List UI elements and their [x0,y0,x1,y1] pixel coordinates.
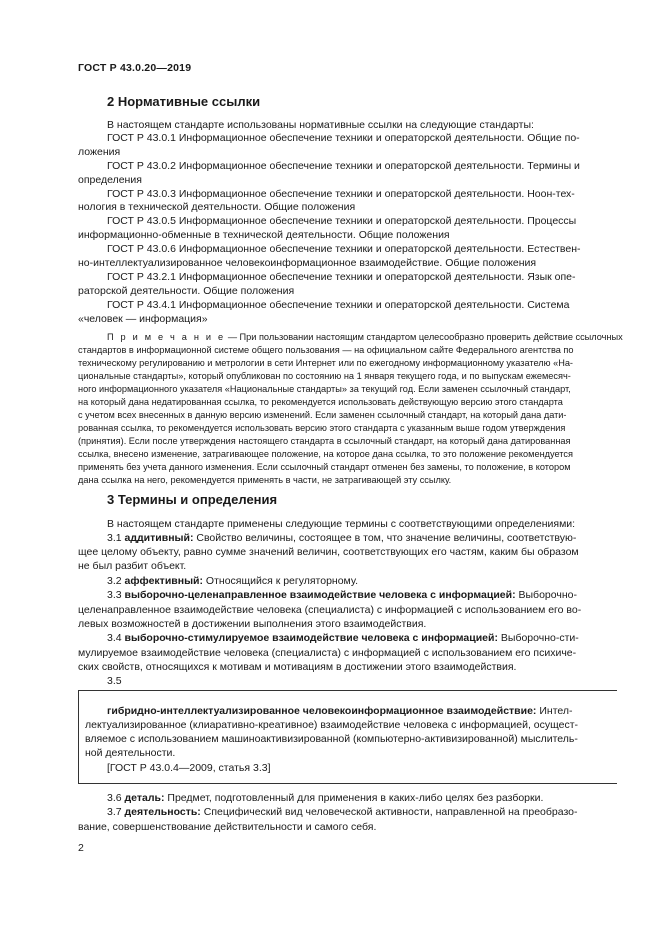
term-3-1-name: аддитивный: [124,532,194,544]
term-3-4-line-3: ских свойств, относящихся к мотивам и мотивациям в достижении этого взаимодействия. [78,661,517,673]
note-line-7: с учетом всех внесенных в данную версию изменений. Если заменен ссылочный стандарт, на который дана дати- [78,410,567,420]
term-3-6-line-1: 3.6 деталь: Предмет, подготовленный для применения в каких-либо целях без разборки. [107,792,544,804]
ref-5-line-1: ГОСТ Р 43.0.6 Информационное обеспечение техники и операторской деятельности. Естествен- [107,243,581,255]
term-3-5-line-4: ной деятельности. [85,747,176,759]
term-3-4-line-2: мулируемое взаимодействие человека (специалиста) с информацией с использованием его психиче- [78,647,577,659]
ref-1-line-1: ГОСТ Р 43.0.1 Информационное обеспечение техники и операторской деятельности. Общие по- [107,132,580,144]
section-2-title: 2 Нормативные ссылки [107,94,261,109]
term-3-5-line-3: вляемое с использованием машиноактивизированной (компьютерно-активизированной) мыслитель- [85,733,578,745]
term-3-7-line-1: 3.7 деятельность: Специфический вид человеческой активности, направленной на преобразо- [107,806,578,818]
term-3-1-line-3: не был разбит объект. [78,560,187,572]
note-line-8: рованная ссылка, то рекомендуется использовать версию этого стандарта с указанным выше годом утверждения [78,423,566,433]
term-3-1-line-1: 3.1 аддитивный: Свойство величины, состоящее в том, что значение величины, соответствую- [107,532,577,544]
term-3-3-line-2: целенаправленное взаимодействие человека (специалиста) с информацией с использованием его во- [78,604,582,616]
term-3-5-line-2: лектуализированное (клиаративно-креативное) взаимодействие человека с информацией, осущест- [85,719,579,731]
ref-7-line-2: «человек — информация» [78,313,208,325]
page-number: 2 [78,842,84,854]
note-line-10: ссылка, внесено изменение, затрагивающее положение, на которое дана ссылка, то это положение рекомендуется [78,449,573,459]
ref-3-line-2: нология в технической деятельности. Общие положения [78,201,356,213]
note-label: П р и м е ч а н и е [107,332,226,342]
term-3-7-name: деятельность: [124,806,201,818]
term-3-6-name: деталь: [124,792,165,804]
ref-7-line-1: ГОСТ Р 43.4.1 Информационное обеспечение техники и операторской деятельности. Система [107,299,570,311]
ref-6-line-1: ГОСТ Р 43.2.1 Информационное обеспечение техники и операторской деятельности. Язык опе- [107,271,576,283]
term-3-2-name: аффективный: [124,575,203,587]
note-line-6: на который дана недатированная ссылка, то рекомендуется использовать действующую версию этого стандарта [78,397,563,407]
term-3-2-line-1: 3.2 аффективный: Относящийся к регуляторному. [107,575,359,587]
section-2-intro: В настоящем стандарте использованы нормативные ссылки на следующие стандарты: [107,119,534,131]
note-line-3: техническому регулированию и метрологии в сети Интернет или по ежегодному информационному указателю «На- [78,358,573,368]
term-3-4-name: выборочно-стимулируемое взаимодействие человека с информацией: [124,632,498,644]
ref-5-line-2: но-интеллектуализированное человекоинформационное взаимодействие. Общие положения [78,257,537,269]
term-3-5-line-1: гибридно-интеллектуализированное человекоинформационное взаимодействие: Интел- [107,705,573,717]
ref-4-line-1: ГОСТ Р 43.0.5 Информационное обеспечение техники и операторской деятельности. Процессы [107,215,577,227]
note-line-9: (принятия). Если после утверждения настоящего стандарта в ссылочный стандарт, на который дана датированная [78,436,571,446]
term-3-3-line-1: 3.3 выборочно-целенаправленное взаимодействие человека с информацией: Выборочно- [107,589,577,601]
ref-1-line-2: ложения [78,146,121,158]
note-line-11: применять без учета данного изменения. Если ссылочный стандарт отменен без замены, то положение, в котором [78,462,571,472]
document-header: ГОСТ Р 43.0.20—2019 [78,62,192,74]
term-3-3-line-3: левых возможностей в достижении выполнения этого взаимодействия. [78,618,427,630]
ref-6-line-2: раторской деятельности. Общие положения [78,285,295,297]
term-3-7-line-2: вание, совершенствование действительности и самого себя. [78,821,377,833]
section-3-intro: В настоящем стандарте применены следующие термины с соответствующими определениями: [107,518,576,530]
term-3-3-name: выборочно-целенаправленное взаимодействие человека с информацией: [124,589,516,601]
note-line-1: П р и м е ч а н и е — При пользовании настоящим стандартом целесообразно проверить действие ссылочных [107,332,623,342]
ref-2-line-1: ГОСТ Р 43.0.2 Информационное обеспечение техники и операторской деятельности. Термины и [107,160,580,172]
term-3-5-name: гибридно-интеллектуализированное человекоинформационное взаимодействие: [107,705,537,717]
term-3-5-source: [ГОСТ Р 43.0.4—2009, статья 3.3] [107,762,271,774]
term-3-5-number: 3.5 [107,675,122,687]
ref-2-line-2: определения [78,174,142,186]
term-3-1-line-2: щее целому объекту, равно сумме значений величин, соответствующих его частям, каким бы образом [78,546,579,558]
note-line-2: стандартов в информационной системе общего пользования — на официальном сайте Федерального агентства по [78,345,574,355]
section-3-title: 3 Термины и определения [107,492,278,507]
ref-4-line-2: информационно-обменные в технической деятельности. Общие положения [78,229,450,241]
ref-3-line-1: ГОСТ Р 43.0.3 Информационное обеспечение техники и операторской деятельности. Ноон-тех- [107,188,575,200]
note-line-4: циональные стандарты», который опубликован по состоянию на 1 января текущего года, и по выпускам ежемесяч- [78,371,571,381]
note-line-5: ного информационного указателя «Национальные стандарты» за текущий год. Если заменен ссылочный стандарт, [78,384,571,394]
note-line-12: дана ссылка на него, рекомендуется применять в части, не затрагивающей эту ссылку. [78,475,452,485]
term-3-4-line-1: 3.4 выборочно-стимулируемое взаимодействие человека с информацией: Выборочно-сти- [107,632,579,644]
